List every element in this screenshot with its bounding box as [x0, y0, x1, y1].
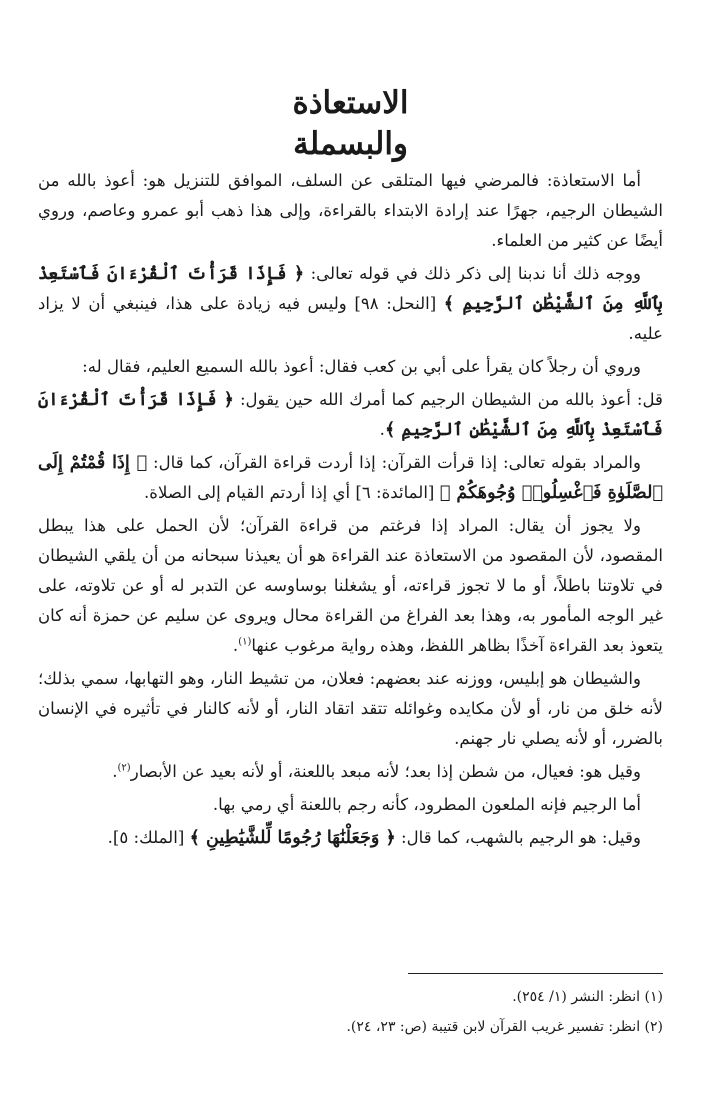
paragraph-8: وقيل هو: فعيال، من شطن إذا بعد؛ لأنه مبعد باللعنة، أو لأنه بعيد عن الأبصار$^{(٢)}$.: [112, 762, 641, 781]
paragraph-9: أما الرجيم فإنه الملعون المطرود، كأنه رجم باللعنة أي رمي بها.: [212, 795, 641, 814]
quran-verse: ﴿ فَإِذَا قَرَأْتَ ٱلْقُرْءَانَ فَٱسْتَعِذْ بِٱللَّهِ مِنَ ٱلشَّيْطَٰنِ ٱلرَّجِيمِ ﴾: [38, 263, 663, 314]
paragraph-5: والمراد بقوله تعالى: إذا قرأت القرآن: إذا أردت قراءة القرآن، كما قال: ﴿ إِذَا قُمْتُمْ إِلَى ٱلصَّلَوٰةِ فَٱغْسِلُوا۟ وُجُوهَكُمْ ﴾ [المائدة: ٦] أي إذا أردتم القيام إلى الصلاة.: [38, 452, 663, 503]
footnotes: [38, 982, 663, 1042]
quran-verse: ﴿ وَجَعَلْنَٰهَا رُجُومًا لِّلشَّيَٰطِينِ ﴾: [189, 827, 396, 848]
paragraph-10: وقيل: هو الرجيم بالشهب، كما قال: ﴿ وَجَعَلْنَٰهَا رُجُومًا لِّلشَّيَٰطِينِ ﴾ [الملك: ٥].: [107, 827, 641, 848]
body-text: [38, 166, 663, 853]
paragraph-1: أما الاستعاذة: فالمرضي فيها المتلقى عن السلف، الموافق للتنزيل هو: أعوذ بالله من الشيطان الرجيم، جهرًا عند إرادة الابتداء بالقراءة، وإلى هذا ذهب أبو عمرو وعاصم، وروي أيضًا عن كثير من العلماء.: [38, 171, 663, 250]
paragraph-4: قل: أعوذ بالله من الشيطان الرجيم كما أمرك الله حين يقول: ﴿ فَإِذَا قَرَأْتَ ٱلْقُرْءَانَ فَٱسْتَعِذْ بِٱللَّهِ مِنَ ٱلشَّيْطَٰنِ ٱلرَّجِيمِ ﴾.: [38, 389, 663, 440]
quran-verse: ﴿ فَإِذَا قَرَأْتَ ٱلْقُرْءَانَ فَٱسْتَعِذْ بِٱللَّهِ مِنَ ٱلشَّيْطَٰنِ ٱلرَّجِيمِ ﴾: [38, 389, 663, 440]
footnote-1: (١) انظر: النشر (١/ ٢٥٤).: [512, 989, 663, 1005]
paragraph-6: ولا يجوز أن يقال: المراد إذا فرغتم من قراءة القرآن؛ لأن الحمل على هذا يبطل المقصود، لأن المقصود من الاستعاذة عند القراءة هو أن يعيذنا سبحانه من أن يلقي الشيطان في تلاوتنا باطلاً، أو ما لا تجوز قراءته، أو يشغلنا بوساوسه عن التدبر له أو عن تلاوته، على غير الوجه المأمور به، وهذا بعد الفراغ من القراءة محال ويروى عن سليم عن حمزة أنه كان يتعوذ بعد القراءة آخذًا بظاهر اللفظ، وهذه رواية مرغوب عنها$^{(١)}$.: [38, 516, 663, 655]
footnote-divider: [408, 973, 663, 974]
paragraph-3: وروي أن رجلاً كان يقرأ على أبي بن كعب فقال: أعوذ بالله السميع العليم، فقال له:: [82, 357, 641, 376]
chapter-title: الاستعاذة: [292, 85, 409, 121]
paragraph-7: والشيطان هو إبليس، ووزنه عند بعضهم: فعلان، من تشيط النار، وهو التهابها، سمي بذلك؛ لأنه خلق من نار، أو لأن مكايده وغوائله تتقد اتقاد النار، أو لأنه كالنار في تأثيره في الإنسان بالضرر، أو لأنه يصلي نار جهنم.: [38, 669, 663, 748]
quran-verse: ﴿ إِذَا قُمْتُمْ إِلَى ٱلصَّلَوٰةِ فَٱغْسِلُوا۟ وُجُوهَكُمْ ﴾: [38, 452, 663, 503]
chapter-subtitle: والبسملة: [293, 126, 408, 162]
footnote-2: (٢) انظر: تفسير غريب القرآن لابن قتيبة (ص: ٢٣، ٢٤).: [346, 1019, 663, 1035]
footnote-ref-2[interactable]: (٢): [117, 762, 131, 774]
paragraph-2: ووجه ذلك أنا ندبنا إلى ذكر ذلك في قوله تعالى: ﴿ فَإِذَا قَرَأْتَ ٱلْقُرْءَانَ فَٱسْتَعِذْ بِٱللَّهِ مِنَ ٱلشَّيْطَٰنِ ٱلرَّجِيمِ ﴾ [النحل: ٩٨] وليس فيه زيادة على هذا، فينبغي أن لا يزاد عليه.: [38, 263, 663, 343]
footnote-ref-1[interactable]: (١): [238, 636, 252, 648]
